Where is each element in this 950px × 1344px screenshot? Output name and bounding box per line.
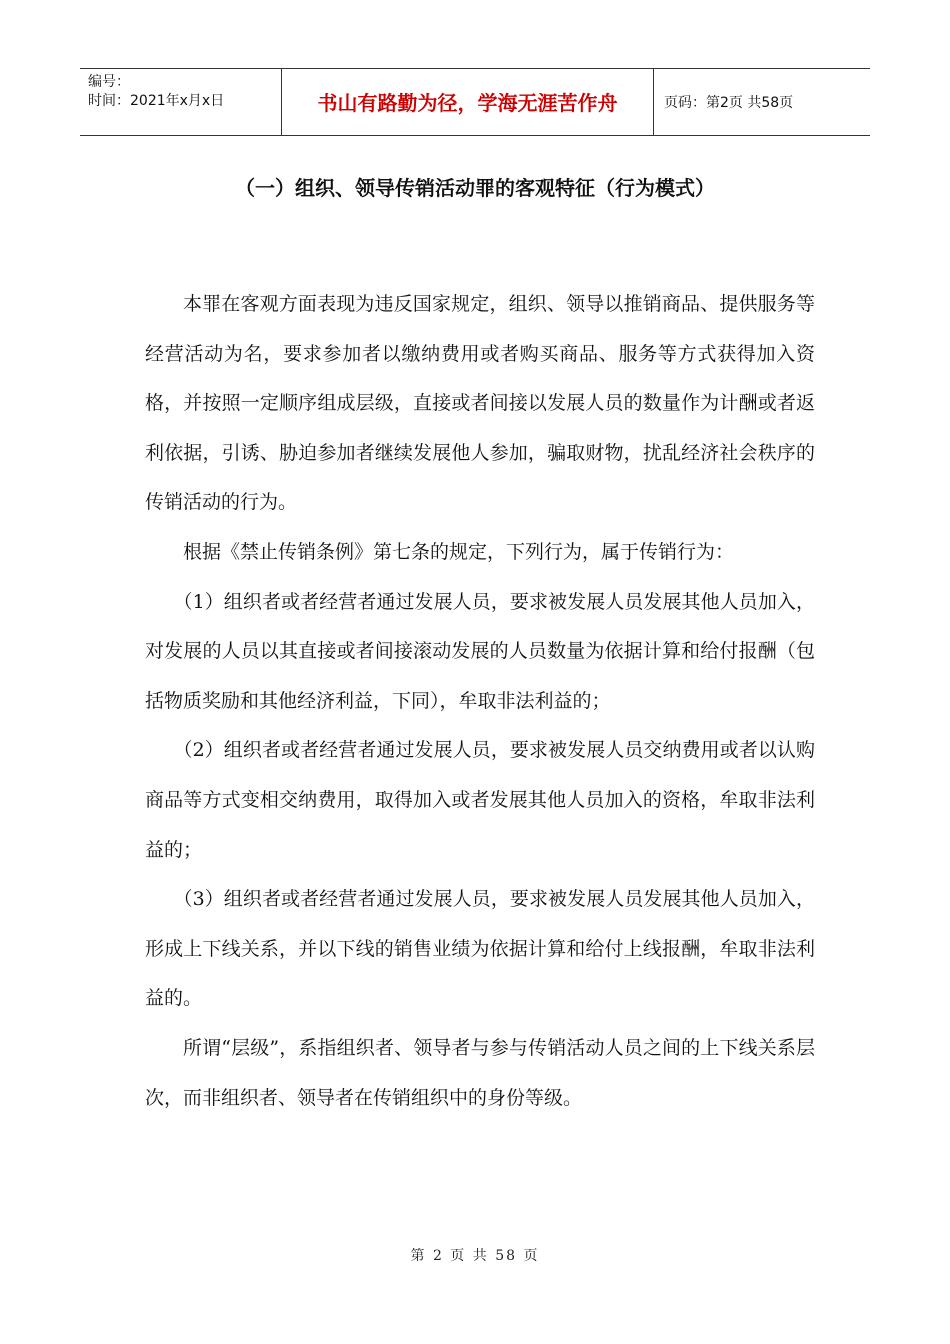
header-page-info: 页码：第2页 共58页	[664, 95, 794, 111]
paragraph-level-definition: 所谓“层级”，系指组织者、领导者与参与传销活动人员之间的上下线关系层次，而非组织者、领导者在传销组织中的身份等级。	[145, 1036, 815, 1109]
paragraph-definition: 本罪在客观方面表现为违反国家规定，组织、领导以推销商品、提供服务等经营活动为名，要求参加者以缴纳费用或者购买商品、服务等方式获得加入资格，并按照一定顺序组成层级，直接或者间接以发展人员的数量作为计酬或者返利依据，引诱、胁迫参加者继续发展他人参加，骗取财物，扰乱经济社会秩序的传销活动的行为。	[145, 293, 815, 514]
list-item-2: （2）组织者或者经营者通过发展人员，要求被发展人员交纳费用或者以认购商品等方式变相交纳费用，取得加入或者发展其他人员加入的资格，牟取非法利益的；	[145, 739, 815, 861]
list-item-3: （3）组织者或者经营者通过发展人员，要求被发展人员发展其他人员加入，形成上下线关系，并以下线的销售业绩为依据计算和给付上线报酬，牟取非法利益的。	[145, 888, 815, 1010]
page-header	[80, 68, 870, 136]
paragraph-regulation-intro: 根据《禁止传销条例》第七条的规定，下列行为，属于传销行为：	[183, 540, 735, 563]
document-number-label: 编号：	[88, 74, 130, 90]
header-motto: 书山有路勤为径，学海无涯苦作舟	[282, 69, 654, 135]
list-item-1: （1）组织者或者经营者通过发展人员，要求被发展人员发展其他人员加入，对发展的人员以其直接或者间接滚动发展的人员数量为依据计算和给付报酬（包括物质奖励和其他经济利益，下同），牟取非法利益的；	[145, 590, 815, 712]
page-footer: 第 2 页 共 58 页	[410, 1248, 540, 1264]
document-body	[145, 280, 815, 1123]
section-title: （一）组织、领导传销活动罪的客观特征（行为模式）	[235, 176, 715, 200]
header-meta	[80, 69, 282, 135]
document-time-label: 时间：2021年x月x日	[88, 93, 225, 109]
